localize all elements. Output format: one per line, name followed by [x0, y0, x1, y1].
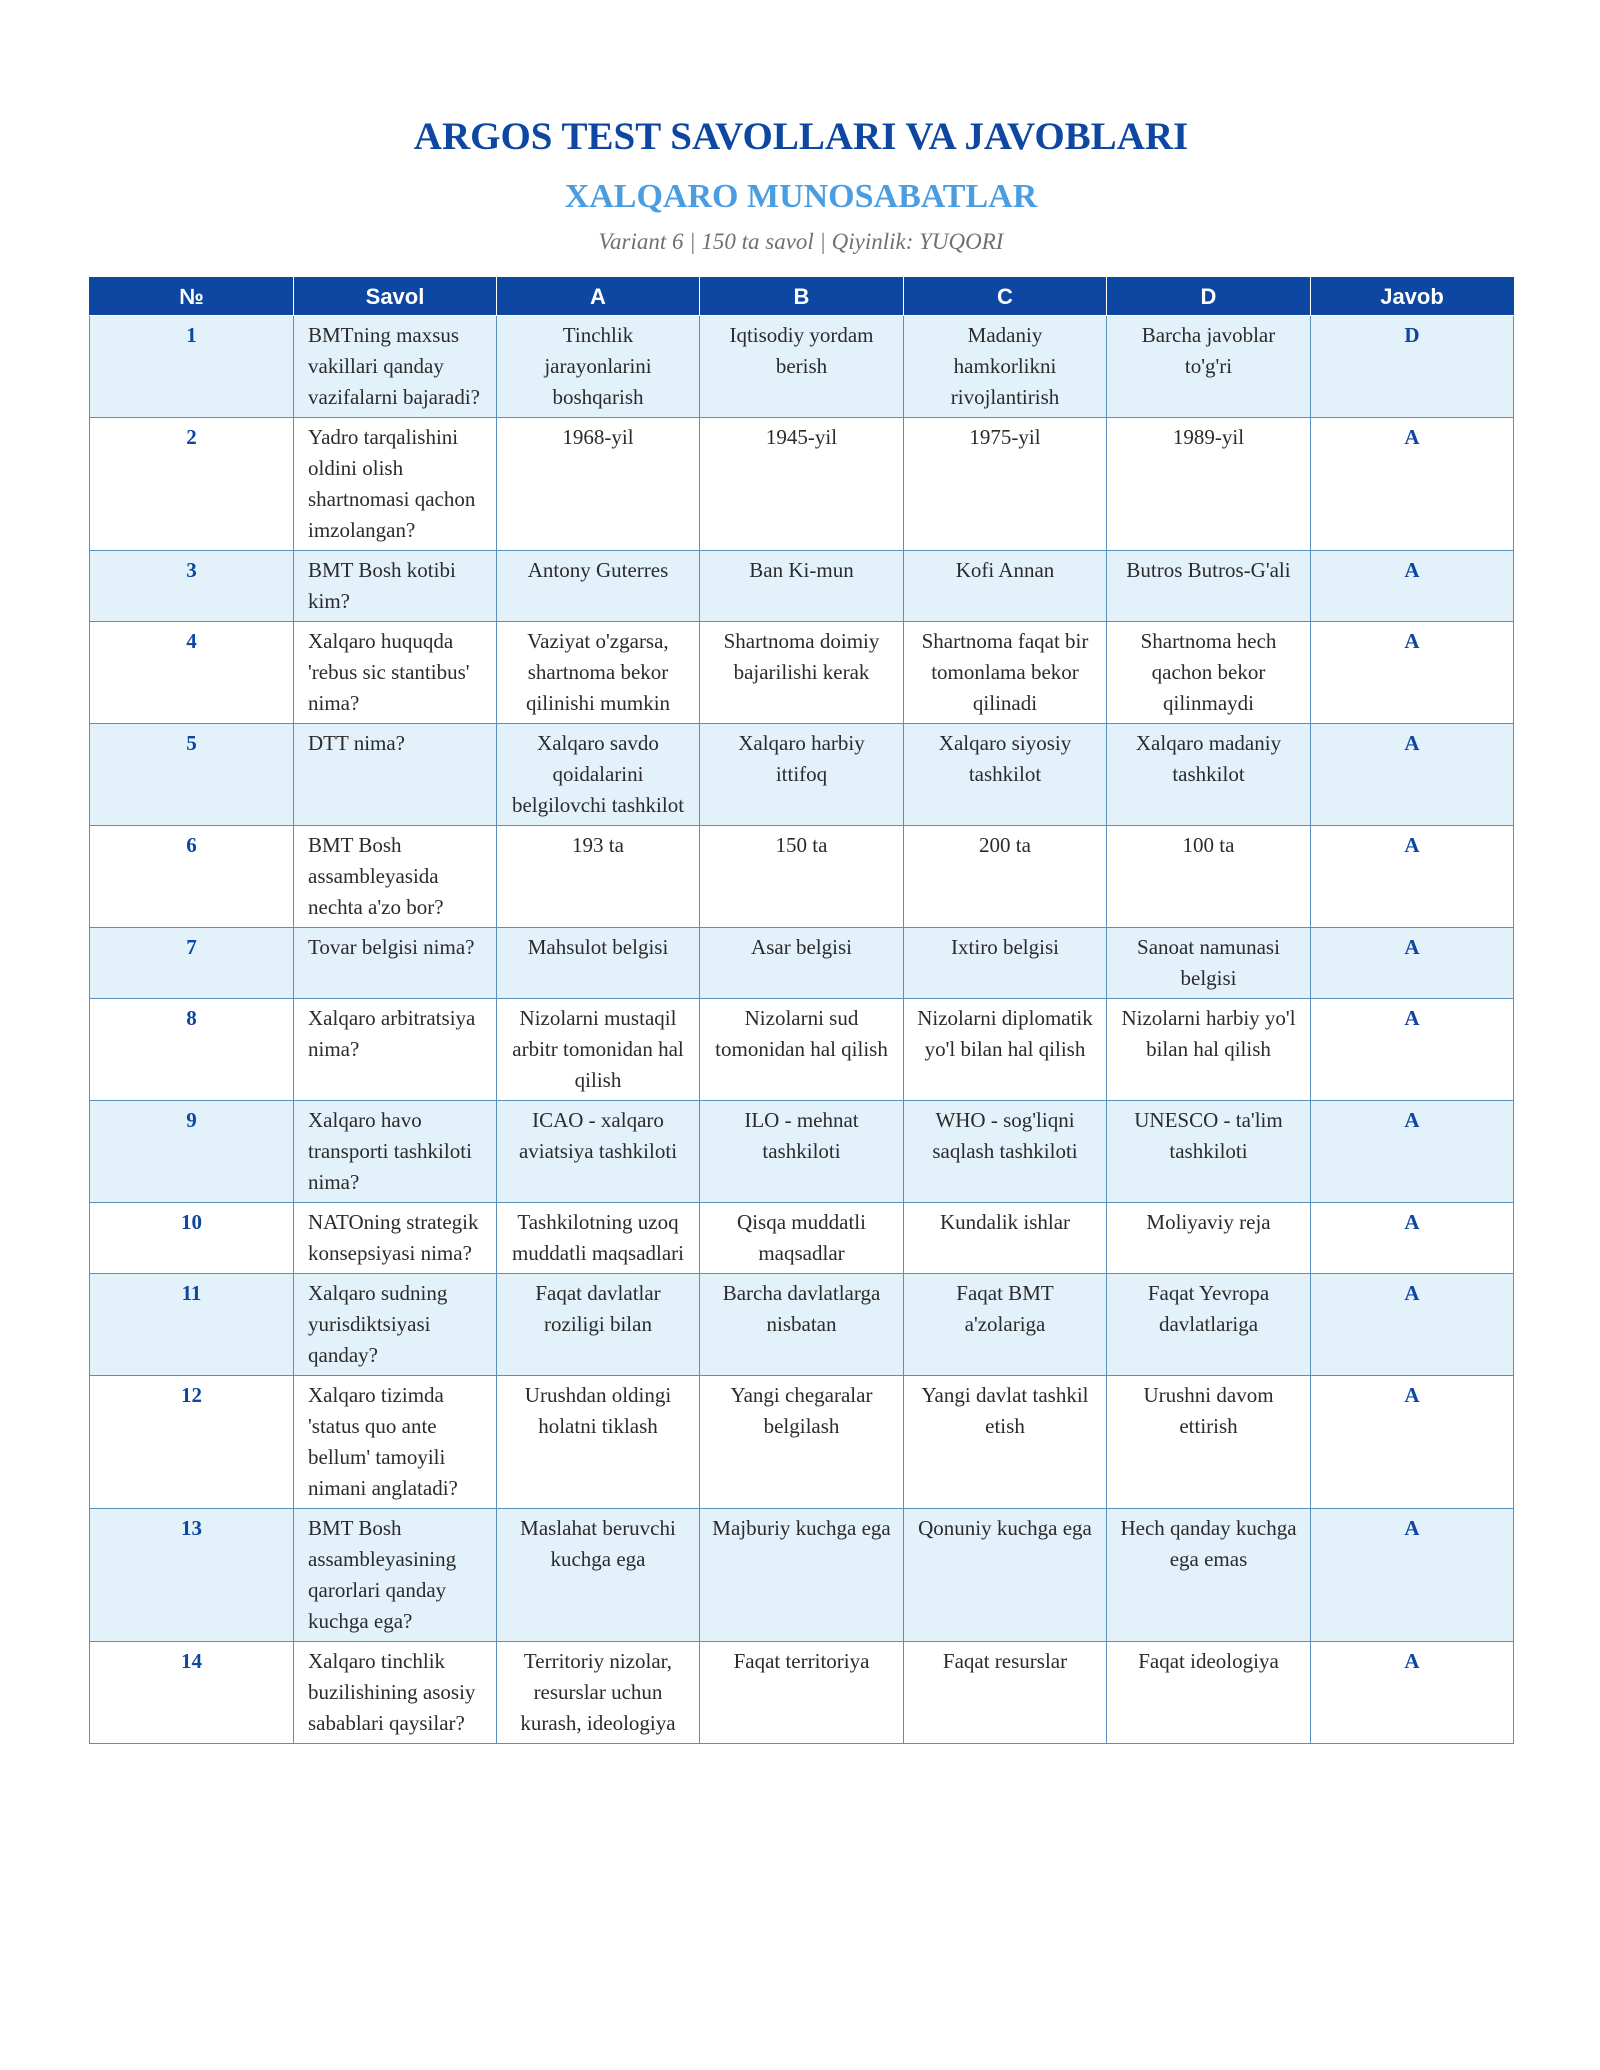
option-c: Shartnoma faqat bir tomonlama bekor qilinadi: [904, 622, 1107, 724]
option-a: Nizolarni mustaqil arbitr tomonidan hal qilish: [497, 999, 700, 1101]
option-d: 100 ta: [1107, 826, 1311, 928]
option-a: Xalqaro savdo qoidalarini belgilovchi tashkilot: [497, 724, 700, 826]
table-row: [90, 1203, 1514, 1274]
option-c: 200 ta: [904, 826, 1107, 928]
correct-answer: A: [1311, 1642, 1514, 1744]
table-row: [90, 1509, 1514, 1642]
question-text: Xalqaro havo transporti tashkiloti nima?: [294, 1101, 497, 1203]
table-row: [90, 724, 1514, 826]
question-text: BMT Bosh kotibi kim?: [294, 551, 497, 622]
question-text: Xalqaro huquqda 'rebus sic stantibus' nima?: [294, 622, 497, 724]
option-d: Xalqaro madaniy tashkilot: [1107, 724, 1311, 826]
question-number: 1: [90, 316, 294, 418]
correct-answer: A: [1311, 1274, 1514, 1376]
option-d: Barcha javoblar to'g'ri: [1107, 316, 1311, 418]
option-b: Nizolarni sud tomonidan hal qilish: [700, 999, 904, 1101]
option-a: Territoriy nizolar, resurslar uchun kurash, ideologiya: [497, 1642, 700, 1744]
column-header-option-b: B: [700, 278, 904, 316]
table-body: [90, 316, 1514, 1744]
option-b: ILO - mehnat tashkiloti: [700, 1101, 904, 1203]
option-b: Asar belgisi: [700, 928, 904, 999]
correct-answer: A: [1311, 1101, 1514, 1203]
table-row: [90, 1101, 1514, 1203]
option-d: Shartnoma hech qachon bekor qilinmaydi: [1107, 622, 1311, 724]
question-number: 8: [90, 999, 294, 1101]
document-subtitle: XALQARO MUNOSABATLAR: [564, 178, 1038, 215]
question-text: Xalqaro sudning yurisdiktsiyasi qanday?: [294, 1274, 497, 1376]
option-b: Faqat territoriya: [700, 1642, 904, 1744]
option-a: Urushdan oldingi holatni tiklash: [497, 1376, 700, 1509]
option-c: Yangi davlat tashkil etish: [904, 1376, 1107, 1509]
correct-answer: A: [1311, 622, 1514, 724]
question-number: 5: [90, 724, 294, 826]
option-c: WHO - sog'liqni saqlash tashkiloti: [904, 1101, 1107, 1203]
option-a: Maslahat beruvchi kuchga ega: [497, 1509, 700, 1642]
question-number: 14: [90, 1642, 294, 1744]
option-d: Urushni davom ettirish: [1107, 1376, 1311, 1509]
correct-answer: A: [1311, 1376, 1514, 1509]
questions-table: [89, 277, 1514, 1744]
option-d: Moliyaviy reja: [1107, 1203, 1311, 1274]
option-a: ICAO - xalqaro aviatsiya tashkiloti: [497, 1101, 700, 1203]
option-c: Faqat BMT a'zolariga: [904, 1274, 1107, 1376]
option-d: Faqat Yevropa davlatlariga: [1107, 1274, 1311, 1376]
option-d: Nizolarni harbiy yo'l bilan hal qilish: [1107, 999, 1311, 1101]
option-b: Iqtisodiy yordam berish: [700, 316, 904, 418]
question-number: 12: [90, 1376, 294, 1509]
option-c: Qonuniy kuchga ega: [904, 1509, 1107, 1642]
option-d: Hech qanday kuchga ega emas: [1107, 1509, 1311, 1642]
question-text: BMT Bosh assambleyasida nechta a'zo bor?: [294, 826, 497, 928]
document-meta: Variant 6 | 150 ta savol | Qiyinlik: YUQORI: [598, 229, 1004, 254]
table-row: [90, 1642, 1514, 1744]
question-text: Tovar belgisi nima?: [294, 928, 497, 999]
option-d: Faqat ideologiya: [1107, 1642, 1311, 1744]
correct-answer: A: [1311, 724, 1514, 826]
question-text: BMT Bosh assambleyasining qarorlari qanday kuchga ega?: [294, 1509, 497, 1642]
question-number: 4: [90, 622, 294, 724]
table-header-row: [90, 278, 1514, 316]
option-c: Ixtiro belgisi: [904, 928, 1107, 999]
question-number: 6: [90, 826, 294, 928]
option-c: Nizolarni diplomatik yo'l bilan hal qilish: [904, 999, 1107, 1101]
option-b: Xalqaro harbiy ittifoq: [700, 724, 904, 826]
question-text: Yadro tarqalishini oldini olish shartnomasi qachon imzolangan?: [294, 418, 497, 551]
correct-answer: A: [1311, 551, 1514, 622]
option-a: Vaziyat o'zgarsa, shartnoma bekor qilinishi mumkin: [497, 622, 700, 724]
option-c: Xalqaro siyosiy tashkilot: [904, 724, 1107, 826]
option-a: Antony Guterres: [497, 551, 700, 622]
question-number: 2: [90, 418, 294, 551]
document-title: ARGOS TEST SAVOLLARI VA JAVOBLARI: [413, 115, 1189, 158]
option-b: Yangi chegaralar belgilash: [700, 1376, 904, 1509]
question-text: BMTning maxsus vakillari qanday vazifalarni bajaradi?: [294, 316, 497, 418]
question-text: Xalqaro tizimda 'status quo ante bellum' tamoyili nimani anglatadi?: [294, 1376, 497, 1509]
option-b: Majburiy kuchga ega: [700, 1509, 904, 1642]
correct-answer: A: [1311, 999, 1514, 1101]
table-row: [90, 316, 1514, 418]
question-text: Xalqaro arbitratsiya nima?: [294, 999, 497, 1101]
option-a: Tashkilotning uzoq muddatli maqsadlari: [497, 1203, 700, 1274]
option-a: Mahsulot belgisi: [497, 928, 700, 999]
correct-answer: A: [1311, 418, 1514, 551]
table-row: [90, 622, 1514, 724]
column-header-answer: Javob: [1311, 278, 1514, 316]
column-header-option-d: D: [1107, 278, 1311, 316]
document-page: [89, 0, 1513, 1744]
correct-answer: A: [1311, 826, 1514, 928]
correct-answer: A: [1311, 1203, 1514, 1274]
option-b: 1945-yil: [700, 418, 904, 551]
option-b: Shartnoma doimiy bajarilishi kerak: [700, 622, 904, 724]
option-c: 1975-yil: [904, 418, 1107, 551]
option-c: Kofi Annan: [904, 551, 1107, 622]
correct-answer: A: [1311, 1509, 1514, 1642]
table-row: [90, 928, 1514, 999]
option-c: Kundalik ishlar: [904, 1203, 1107, 1274]
question-number: 9: [90, 1101, 294, 1203]
question-text: NATOning strategik konsepsiyasi nima?: [294, 1203, 497, 1274]
question-number: 7: [90, 928, 294, 999]
table-row: [90, 999, 1514, 1101]
option-a: Tinchlik jarayonlarini boshqarish: [497, 316, 700, 418]
question-number: 10: [90, 1203, 294, 1274]
option-d: UNESCO - ta'lim tashkiloti: [1107, 1101, 1311, 1203]
table-row: [90, 418, 1514, 551]
option-d: 1989-yil: [1107, 418, 1311, 551]
option-b: Ban Ki-mun: [700, 551, 904, 622]
column-header-option-c: C: [904, 278, 1107, 316]
option-a: Faqat davlatlar roziligi bilan: [497, 1274, 700, 1376]
option-b: 150 ta: [700, 826, 904, 928]
option-c: Madaniy hamkorlikni rivojlantirish: [904, 316, 1107, 418]
question-number: 3: [90, 551, 294, 622]
option-b: Qisqa muddatli maqsadlar: [700, 1203, 904, 1274]
table-row: [90, 1376, 1514, 1509]
column-header-number: №: [90, 278, 294, 316]
option-a: 193 ta: [497, 826, 700, 928]
correct-answer: D: [1311, 316, 1514, 418]
option-d: Sanoat namunasi belgisi: [1107, 928, 1311, 999]
option-b: Barcha davlatlarga nisbatan: [700, 1274, 904, 1376]
column-header-option-a: A: [497, 278, 700, 316]
column-header-question: Savol: [294, 278, 497, 316]
option-a: 1968-yil: [497, 418, 700, 551]
table-row: [90, 826, 1514, 928]
option-d: Butros Butros-G'ali: [1107, 551, 1311, 622]
table-row: [90, 551, 1514, 622]
table-row: [90, 1274, 1514, 1376]
option-c: Faqat resurslar: [904, 1642, 1107, 1744]
question-number: 11: [90, 1274, 294, 1376]
question-number: 13: [90, 1509, 294, 1642]
question-text: Xalqaro tinchlik buzilishining asosiy sabablari qaysilar?: [294, 1642, 497, 1744]
correct-answer: A: [1311, 928, 1514, 999]
question-text: DTT nima?: [294, 724, 497, 826]
